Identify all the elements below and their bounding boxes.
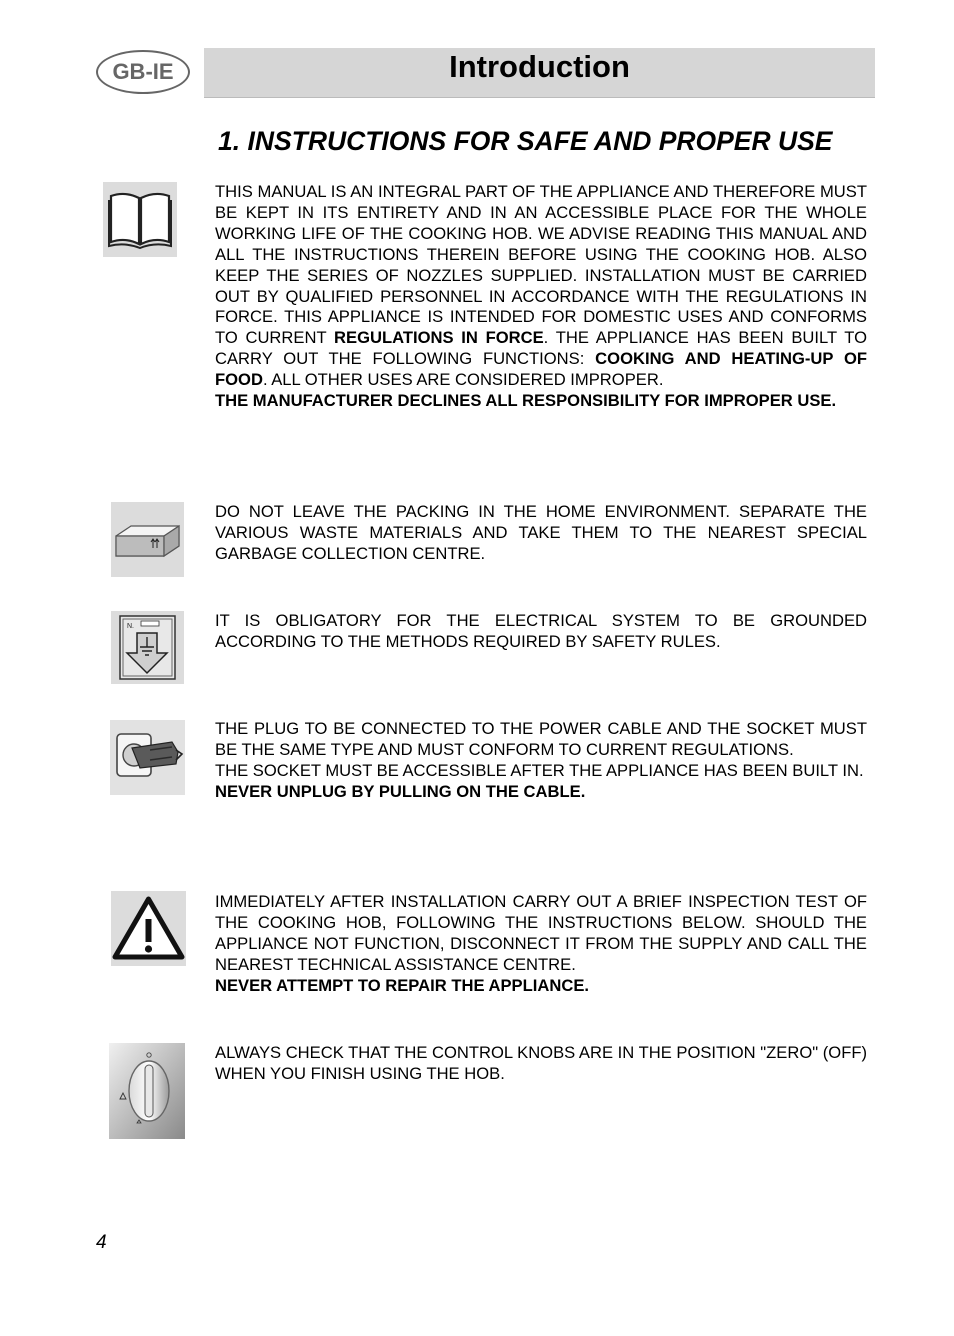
box-icon	[111, 502, 184, 577]
manual-emphasis-regulations: REGULATIONS IN FORCE	[334, 328, 544, 348]
manual-text-block	[215, 182, 867, 412]
manual-emphasis-functions: COOKING AND HEATING-UP OF FOOD	[215, 349, 868, 390]
open-book-icon	[103, 182, 177, 257]
section-title: 1. INSTRUCTIONS FOR SAFE AND PROPER USE	[218, 126, 833, 156]
packing-text-block	[215, 502, 867, 565]
manual-paragraph	[215, 182, 867, 391]
page-header	[204, 48, 875, 98]
warning-icon	[111, 891, 186, 966]
manual-text-part: . THE APPLIANCE HAS BEEN BUILT TO CARRY OUT THE FOLLOWING FUNCTIONS:	[215, 328, 867, 369]
manufacturer-disclaimer: THE MANUFACTURER DECLINES ALL RESPONSIBILITY FOR IMPROPER USE.	[215, 391, 837, 411]
page-number: 4	[96, 1232, 107, 1253]
grounding-text-block	[215, 611, 867, 653]
inspection-warning: NEVER ATTEMPT TO REPAIR THE APPLIANCE.	[215, 975, 589, 995]
plug-warning: NEVER UNPLUG BY PULLING ON THE CABLE.	[215, 781, 586, 801]
page-title: Introduction	[449, 48, 630, 84]
plug-paragraph-1: THE PLUG TO BE CONNECTED TO THE POWER CABLE AND THE SOCKET MUST BE THE SAME TYPE AND MUST CONFORM TO CURRENT REGULATIONS.	[215, 719, 867, 759]
region-badge-label: GB-IE	[112, 59, 174, 84]
control-knob-icon	[109, 1043, 185, 1139]
plug-paragraph-2: THE SOCKET MUST BE ACCESSIBLE AFTER THE APPLIANCE HAS BEEN BUILT IN.	[215, 760, 864, 780]
region-badge	[96, 50, 190, 94]
plug-socket-icon	[110, 720, 185, 795]
manual-text-part: THIS MANUAL IS AN INTEGRAL PART OF THE APPLIANCE AND THEREFORE MUST BE KEPT IN ITS ENTIRETY AND IN AN ACCESSIBLE PLACE FOR THE WHOLE WORKING LIFE OF THE COOKING HOB. WE ADVISE READING THIS MANUAL AND ALL THE INSTRUCTIONS THEREIN BEFORE USING THE COOKING HOB. ALSO KEEP THE SERIES OF NOZZLES SUPPLIED. INSTALLATION MUST BE CARRIED OUT BY QUALIFIED PERSONNEL IN ACCORDANCE WITH THE REGULATIONS IN FORCE. THIS APPLIANCE IS INTENDED FOR DOMESTIC USES AND CONFORMS TO CURRENT	[215, 182, 867, 348]
manual-text-part: . ALL OTHER USES ARE CONSIDERED IMPROPER.	[262, 370, 664, 390]
plug-text-block	[215, 719, 867, 803]
knobs-paragraph: ALWAYS CHECK THAT THE CONTROL KNOBS ARE IN THE POSITION "ZERO" (OFF) WHEN YOU FINISH USING THE HOB.	[215, 1043, 867, 1083]
ground-icon	[111, 611, 184, 684]
knobs-text-block	[215, 1043, 867, 1085]
inspection-text-block	[215, 892, 867, 997]
inspection-paragraph: IMMEDIATELY AFTER INSTALLATION CARRY OUT A BRIEF INSPECTION TEST OF THE COOKING HOB, FOLLOWING THE INSTRUCTIONS BELOW. SHOULD THE APPLIANCE NOT FUNCTION, DISCONNECT IT FROM THE SUPPLY AND CALL THE NEAREST TECHNICAL ASSISTANCE CENTRE.	[215, 892, 867, 974]
grounding-paragraph: IT IS OBLIGATORY FOR THE ELECTRICAL SYSTEM TO BE GROUNDED ACCORDING TO THE METHODS REQUIRED BY SAFETY RULES.	[215, 611, 867, 651]
packing-paragraph: DO NOT LEAVE THE PACKING IN THE HOME ENVIRONMENT. SEPARATE THE VARIOUS WASTE MATERIALS AND TAKE THEM TO THE NEAREST SPECIAL GARBAGE COLLECTION CENTRE.	[215, 502, 867, 563]
ground-icon-label: N.	[127, 623, 134, 630]
